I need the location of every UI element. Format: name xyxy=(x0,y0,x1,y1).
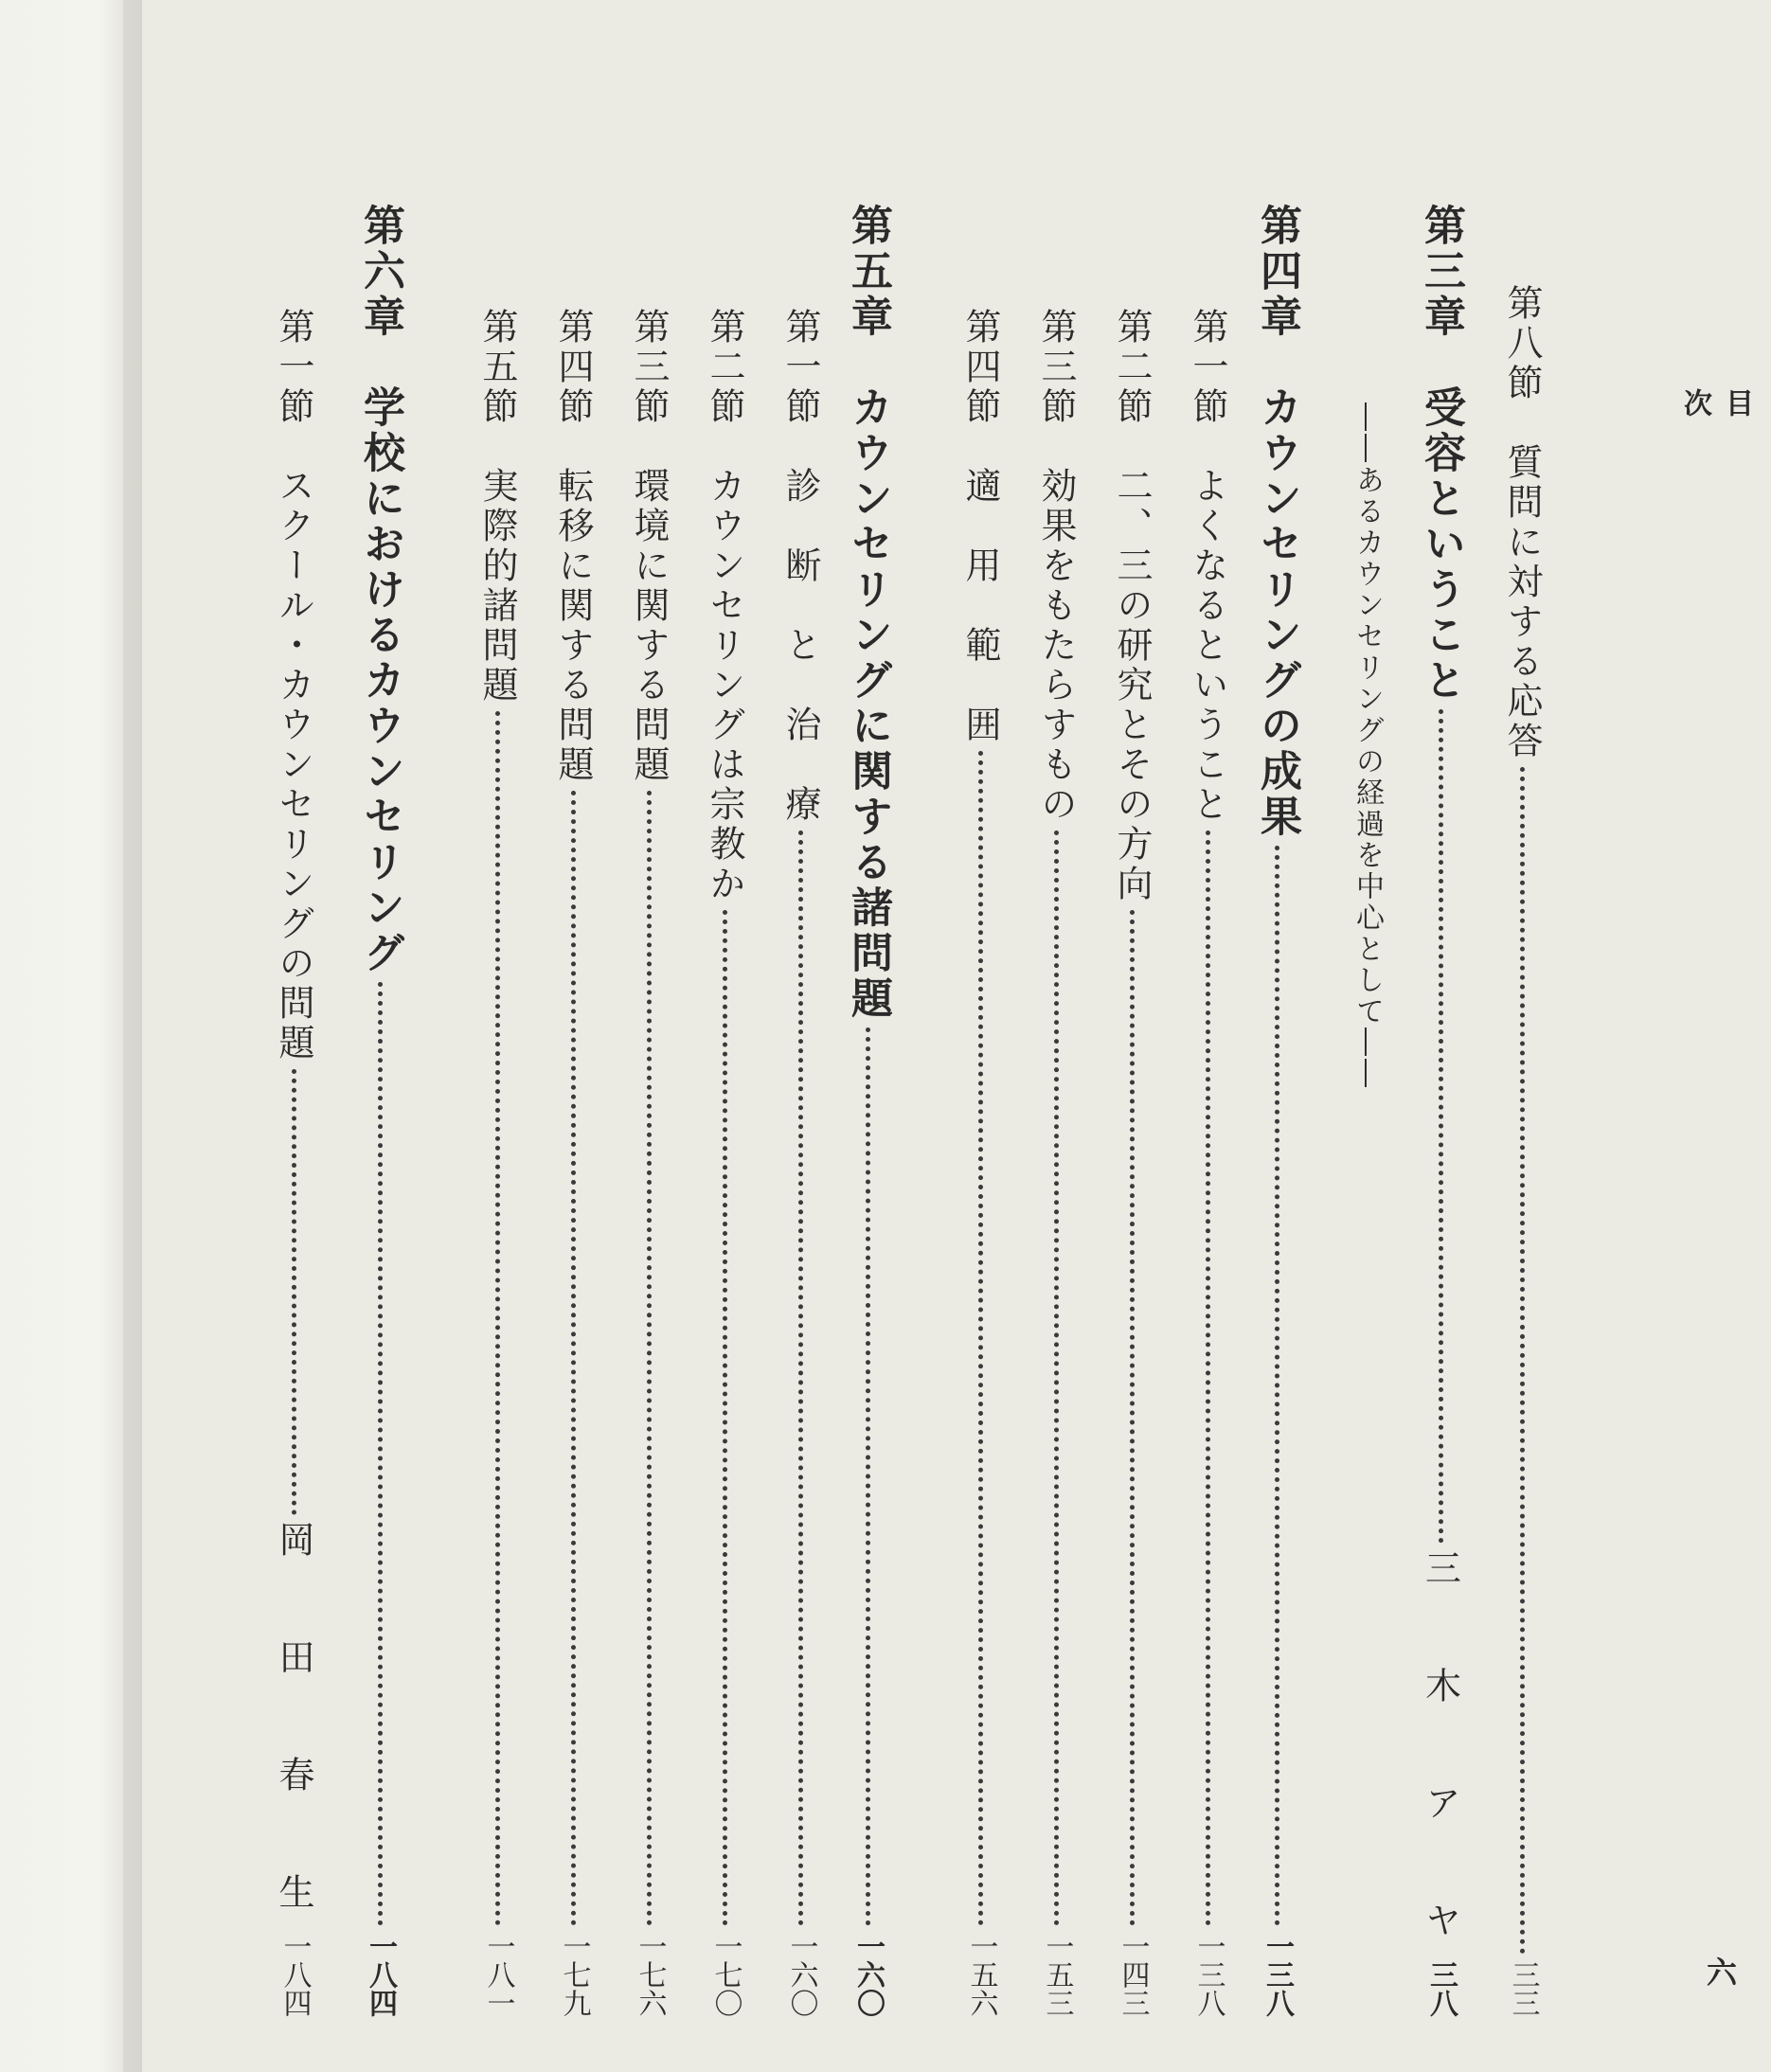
entry-label: 第四節 転移に関する問題 xyxy=(552,308,594,785)
entry-page: 一六〇 xyxy=(851,1932,885,2017)
page-number: 六 xyxy=(1707,1955,1738,1991)
leader-dots xyxy=(292,1069,296,1515)
leader-dots xyxy=(1275,846,1279,1926)
toc-entry-chapter-5 xyxy=(832,204,898,2017)
toc-entry-4-1 xyxy=(1168,308,1234,2017)
toc-entry-chapter-6 xyxy=(344,204,410,2017)
entry-label: 第八節 質問に対する応答 xyxy=(1501,284,1543,761)
entry-page: 一五三 xyxy=(1040,1932,1074,2017)
leader-dots xyxy=(1054,831,1059,1926)
entry-label: 第一節 診 断 と 治 療 xyxy=(779,308,821,825)
entry-page: 一八一 xyxy=(481,1932,515,2017)
entry-label: 第三節 効果をもたらすもの xyxy=(1035,308,1077,825)
entry-label: 第三節 環境に関する問題 xyxy=(628,308,670,785)
entry-label: 第六章 学校におけるカウンセリング xyxy=(356,204,404,976)
entry-label: 第四章 カウンセリングの成果 xyxy=(1253,204,1301,840)
entry-page: 一三八 xyxy=(1261,1932,1294,2017)
leader-dots xyxy=(571,791,576,1926)
entry-page: 一八四 xyxy=(364,1932,397,2017)
toc-entry-section-8 xyxy=(1482,284,1548,2017)
leader-dots xyxy=(1439,709,1443,1544)
entry-page: 三八 xyxy=(1424,1960,1458,2017)
entry-page: 一六〇 xyxy=(784,1932,818,2017)
entry-author: 三 木 ア ヤ xyxy=(1419,1549,1461,1960)
entry-page: 一四三 xyxy=(1116,1932,1150,2017)
entry-page: 一五六 xyxy=(964,1932,998,2017)
toc-entry-4-2 xyxy=(1092,308,1158,2017)
leader-dots xyxy=(798,831,803,1926)
entry-page: 一七六 xyxy=(633,1932,667,2017)
leader-dots xyxy=(378,982,383,1926)
toc-entry-4-4 xyxy=(940,308,1007,2017)
facing-page-edge xyxy=(0,0,142,2072)
entry-page: 一七九 xyxy=(557,1932,591,2017)
chapter-3-subtitle: ――あるカウンセリングの経過を中心として―― xyxy=(1351,402,1384,1090)
page-header: 目 次 xyxy=(1678,388,1753,653)
leader-dots xyxy=(1520,767,1525,1955)
entry-label: 第二節 二、三の研究とその方向 xyxy=(1111,308,1153,904)
entry-label: 第一節 スクール・カウンセリングの問題 xyxy=(273,308,314,1063)
entry-label: 第一節 よくなるということ xyxy=(1187,308,1228,825)
toc-entry-chapter-3 xyxy=(1404,204,1471,2017)
leader-dots xyxy=(723,910,727,1926)
toc-entry-chapter-4 xyxy=(1241,204,1307,2017)
entry-label: 第五章 カウンセリングに関する諸問題 xyxy=(844,204,892,1022)
toc-entry-4-3 xyxy=(1016,308,1082,2017)
leader-dots xyxy=(1206,831,1210,1926)
leader-dots xyxy=(978,751,983,1926)
entry-label: 第四節 適 用 範 囲 xyxy=(959,308,1001,745)
toc-entry-5-3 xyxy=(609,308,675,2017)
entry-page: 三三 xyxy=(1506,1960,1540,2017)
leader-dots xyxy=(647,791,652,1926)
toc-entry-5-5 xyxy=(457,308,524,2017)
toc-entry-6-1 xyxy=(254,308,320,2017)
leader-dots xyxy=(1130,910,1135,1926)
toc-entry-5-4 xyxy=(533,308,599,2017)
entry-label: 第五節 実際的諸問題 xyxy=(476,308,518,706)
entry-page: 一八四 xyxy=(277,1932,312,2017)
entry-page: 一三八 xyxy=(1191,1932,1225,2017)
entry-label: 第三章 受容ということ xyxy=(1417,204,1465,704)
entry-label: 第二節 カウンセリングは宗教か xyxy=(704,308,745,904)
toc-page xyxy=(142,0,1771,2072)
leader-dots xyxy=(866,1027,870,1926)
entry-author: 岡 田 春 生 xyxy=(273,1521,314,1932)
toc-entry-5-1 xyxy=(760,308,827,2017)
toc-entry-5-2 xyxy=(685,308,751,2017)
entry-page: 一七〇 xyxy=(708,1932,742,2017)
leader-dots xyxy=(495,711,500,1926)
